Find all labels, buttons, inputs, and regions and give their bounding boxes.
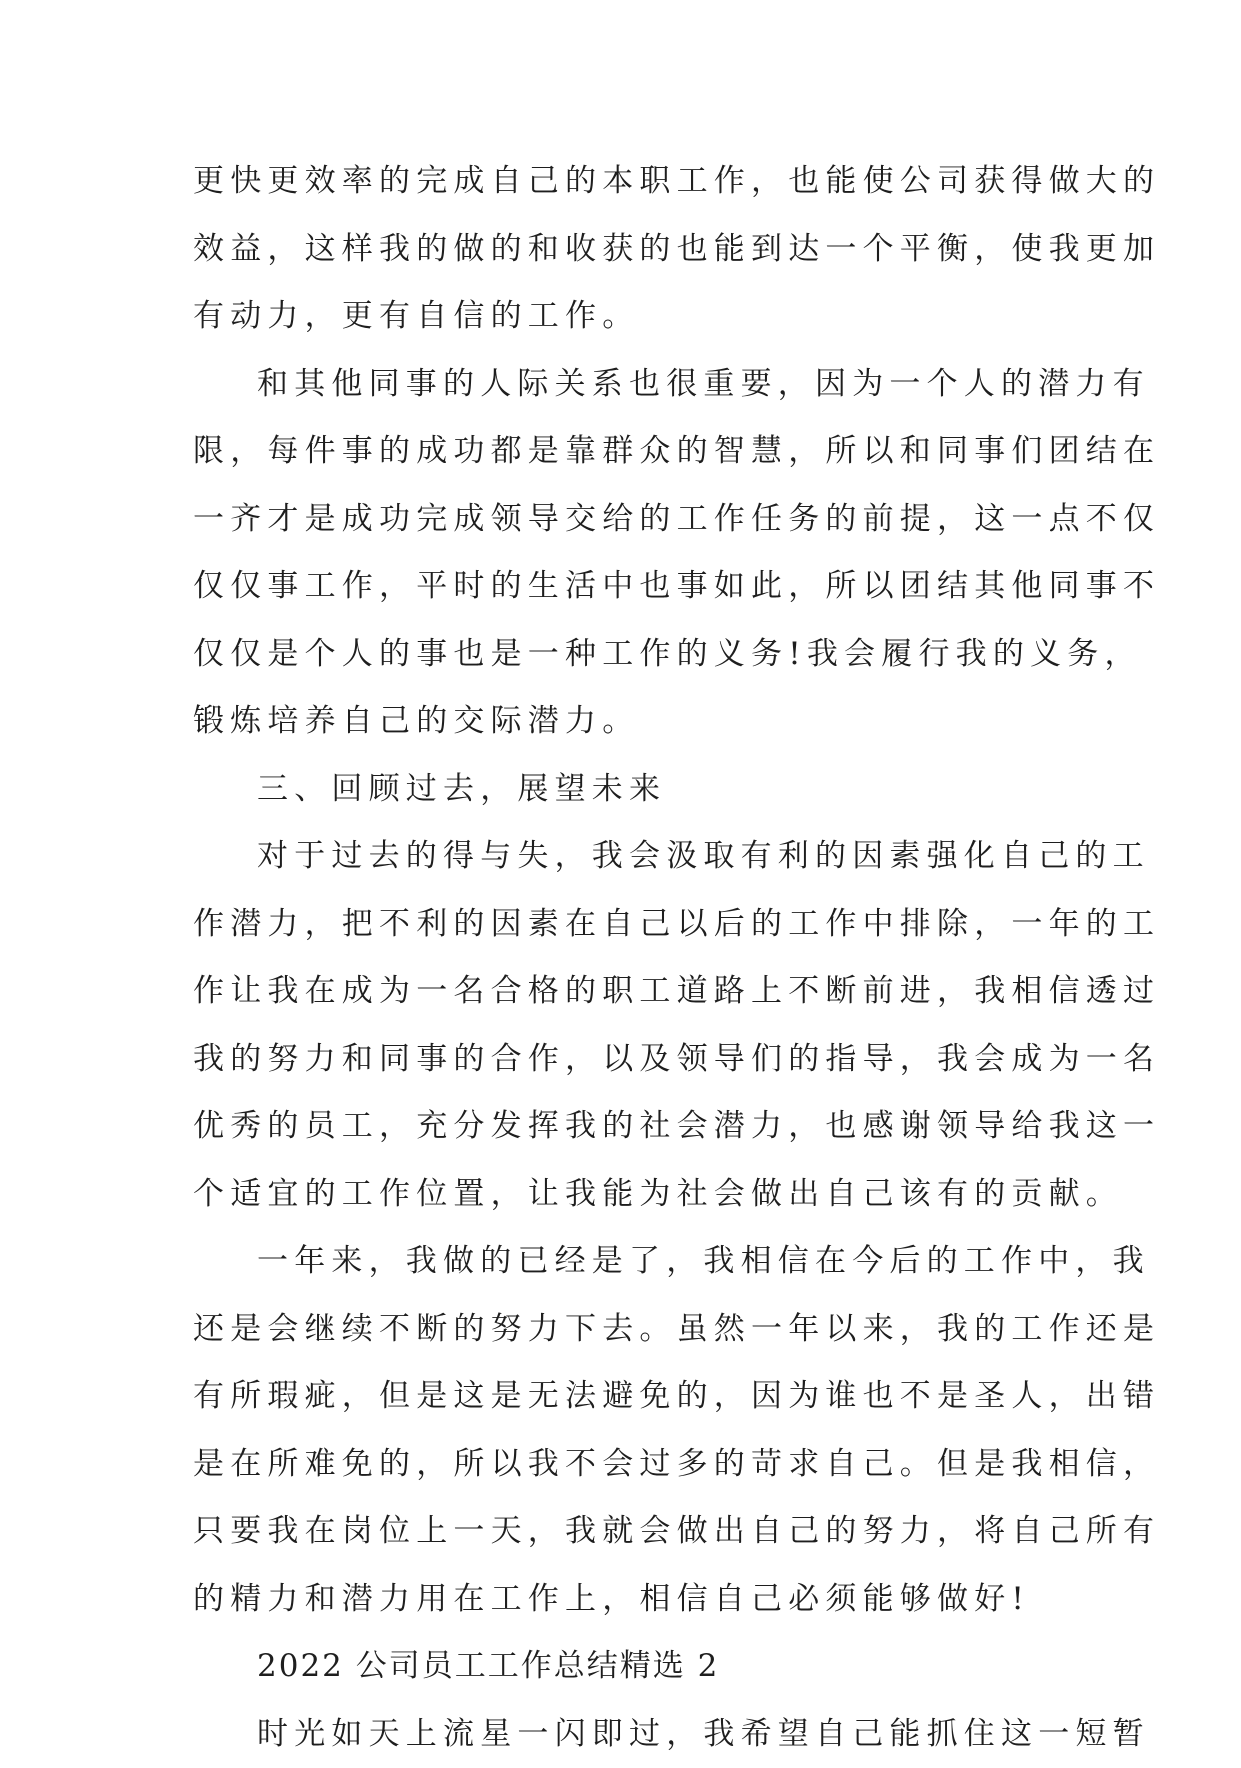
text-line: 一年来，我做的已经是了，我相信在今后的工作中，我 (193, 1228, 1055, 1296)
text-line: 的精力和潜力用在工作上，相信自己必须能够做好! (193, 1566, 1055, 1634)
text-line: 锻炼培养自己的交际潜力。 (193, 688, 1055, 756)
document-body (193, 148, 1055, 1768)
text-line: 和其他同事的人际关系也很重要，因为一个人的潜力有 (193, 351, 1055, 419)
paragraph (193, 1228, 1055, 1633)
text-line: 一齐才是成功完成领导交给的工作任务的前提，这一点不仅 (193, 486, 1055, 554)
text-line: 2022 公司员工工作总结精选 2 (193, 1633, 1055, 1701)
text-line: 仅仅事工作，平时的生活中也事如此，所以团结其他同事不 (193, 553, 1055, 621)
text-line: 我的努力和同事的合作，以及领导们的指导，我会成为一名 (193, 1026, 1055, 1094)
text-line: 只要我在岗位上一天，我就会做出自己的努力，将自己所有 (193, 1498, 1055, 1566)
text-line: 个适宜的工作位置，让我能为社会做出自己该有的贡献。 (193, 1161, 1055, 1229)
document-page (193, 148, 1055, 1768)
text-line: 作潜力，把不利的因素在自己以后的工作中排除，一年的工 (193, 891, 1055, 959)
paragraph (193, 756, 1055, 824)
section-heading (193, 1633, 1055, 1701)
text-line: 更快更效率的完成自己的本职工作，也能使公司获得做大的 (193, 148, 1055, 216)
text-line: 对于过去的得与失，我会汲取有利的因素强化自己的工 (193, 823, 1055, 891)
text-line: 作让我在成为一名合格的职工道路上不断前进，我相信透过 (193, 958, 1055, 1026)
paragraph (193, 1701, 1055, 1768)
text-line: 优秀的员工，充分发挥我的社会潜力，也感谢领导给我这一 (193, 1093, 1055, 1161)
text-line: 是在所难免的，所以我不会过多的苛求自己。但是我相信， (193, 1431, 1055, 1499)
text-line: 还是会继续不断的努力下去。虽然一年以来，我的工作还是 (193, 1296, 1055, 1364)
text-line: 效益，这样我的做的和收获的也能到达一个平衡，使我更加 (193, 216, 1055, 284)
text-line: 时光如天上流星一闪即过，我希望自己能抓住这一短暂 (193, 1701, 1055, 1768)
text-line: 三、回顾过去，展望未来 (193, 756, 1055, 824)
text-line: 限，每件事的成功都是靠群众的智慧，所以和同事们团结在 (193, 418, 1055, 486)
text-line: 有所瑕疵，但是这是无法避免的，因为谁也不是圣人，出错 (193, 1363, 1055, 1431)
paragraph (193, 148, 1055, 351)
paragraph (193, 351, 1055, 756)
text-line: 仅仅是个人的事也是一种工作的义务!我会履行我的义务， (193, 621, 1055, 689)
text-line: 有动力，更有自信的工作。 (193, 283, 1055, 351)
paragraph (193, 823, 1055, 1228)
